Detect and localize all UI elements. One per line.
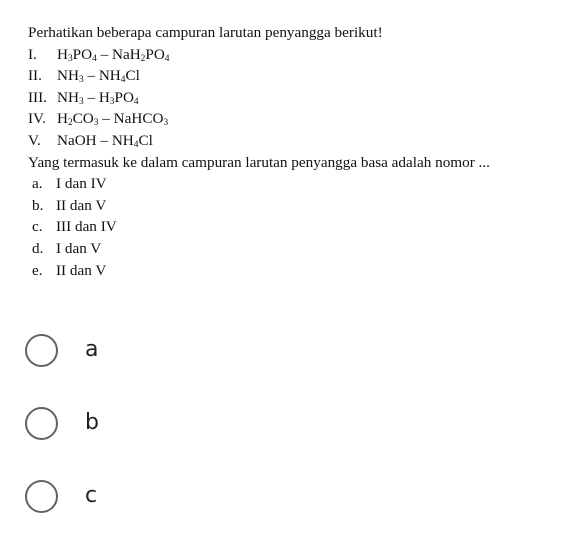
answer-option-a[interactable] — [25, 327, 325, 373]
choice-letter: b. — [32, 196, 44, 214]
item-number: III. — [28, 88, 47, 106]
item-number: II. — [28, 67, 42, 85]
question-prompt: Yang termasuk ke dalam campuran larutan penyangga basa adalah nomor ... — [28, 153, 490, 171]
choice-item — [28, 173, 576, 195]
item-number: IV. — [28, 110, 46, 128]
choice-letter: c. — [32, 218, 43, 236]
choice-text: II dan V — [56, 261, 107, 279]
choice-item — [28, 216, 576, 238]
choice-item — [28, 260, 576, 282]
formula: $H_2CO_3$ – NaHCO$_3$ — [57, 110, 169, 129]
radio-button-icon[interactable] — [25, 334, 58, 367]
mixture-item — [28, 44, 576, 66]
choice-letter: d. — [32, 239, 44, 257]
answer-label: b — [85, 410, 99, 435]
question-intro: Perhatikan beberapa campuran larutan penyangga berikut! — [28, 24, 383, 41]
choice-text: III dan IV — [56, 218, 117, 236]
item-number: I. — [28, 45, 37, 63]
answer-option-b[interactable] — [25, 400, 325, 446]
formula: $H_3PO_4 - NaH_2PO_4$ — [57, 45, 170, 64]
choice-letter: a. — [32, 175, 43, 193]
radio-button-icon[interactable] — [25, 480, 58, 513]
choice-text: II dan V — [56, 196, 107, 214]
choice-text: I dan IV — [56, 175, 107, 193]
mixture-item — [28, 65, 576, 87]
answer-label: a — [85, 337, 99, 362]
formula: $NH_3 - H_3PO_4$ — [57, 88, 139, 107]
answer-label: c — [85, 483, 98, 508]
answer-option-c[interactable] — [25, 473, 325, 519]
mixture-item — [28, 87, 576, 109]
formula: $NH_3 - NH_4Cl$ — [57, 67, 140, 86]
item-number: V. — [28, 131, 41, 149]
choice-letter: e. — [32, 261, 43, 279]
answer-options — [25, 327, 325, 546]
question-block — [28, 22, 576, 281]
radio-button-icon[interactable] — [25, 407, 58, 440]
mixture-item — [28, 108, 576, 130]
formula: NaOH – $NH_4Cl$ — [57, 131, 153, 151]
choice-item — [28, 238, 576, 260]
choice-item — [28, 195, 576, 217]
choice-text: I dan V — [56, 239, 102, 257]
mixture-item — [28, 130, 576, 152]
